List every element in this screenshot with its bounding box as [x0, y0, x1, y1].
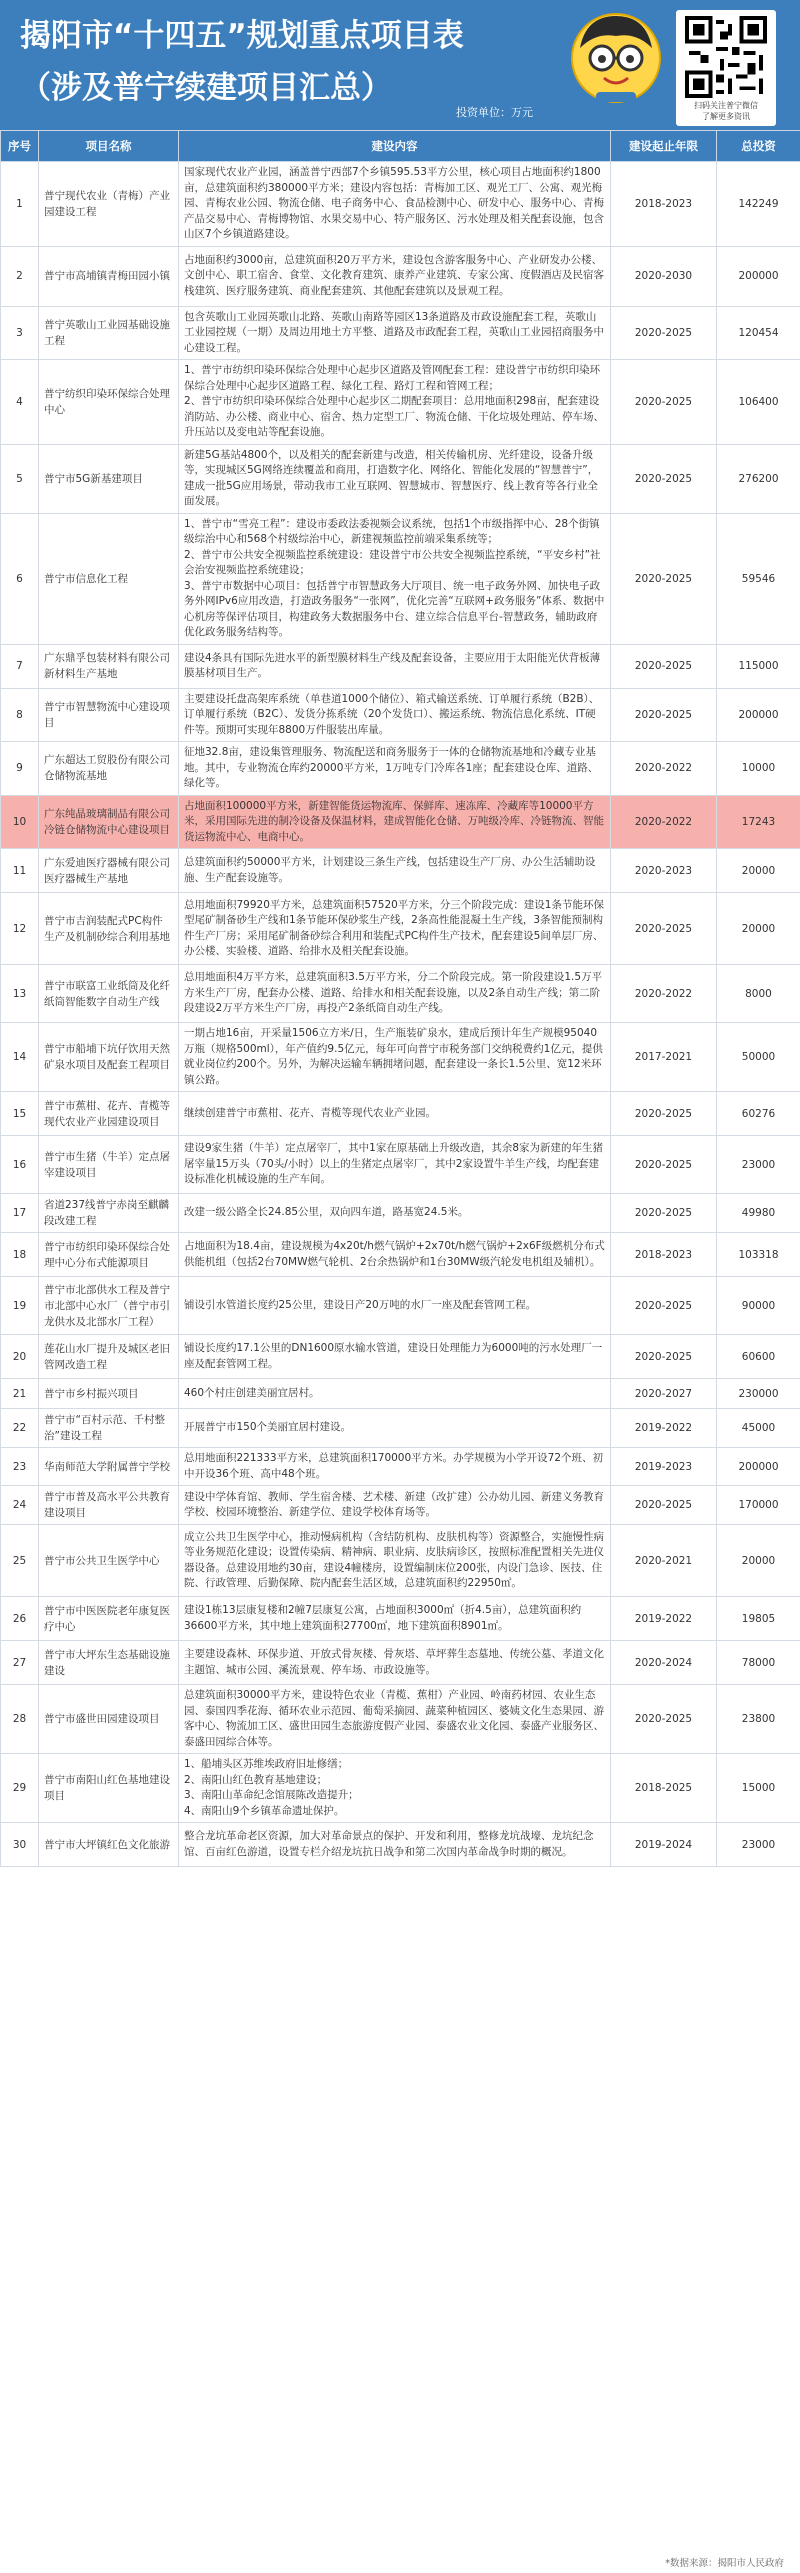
- project-investment: 142249: [717, 162, 800, 247]
- table-row: [1, 1233, 800, 1277]
- table-row: [1, 1335, 800, 1379]
- project-content: 占地面积为18.4亩，建设规模为4x20t/h燃气锅炉+2x70t/h燃气锅炉+2x6F级燃机分布式供能机组（包括2台70MW燃气轮机、2台余热锅炉和1台30MW级汽轮发电机组及辅机）。: [179, 1233, 611, 1277]
- project-content: 改建一级公路全长24.85公里，双向四车道，路基宽24.5米。: [179, 1194, 611, 1233]
- table-row: [1, 444, 800, 513]
- project-table: [0, 130, 800, 1867]
- table-row: [1, 1486, 800, 1525]
- project-investment: 23000: [717, 1136, 800, 1194]
- table-row: [1, 162, 800, 247]
- project-years: 2020-2021: [611, 1525, 717, 1597]
- project-years: 2020-2022: [611, 742, 717, 796]
- project-years: 2020-2025: [611, 360, 717, 445]
- project-name: 华南师范大学附属普宁学校: [39, 1448, 179, 1486]
- row-number: 24: [1, 1486, 39, 1525]
- table-row: [1, 1641, 800, 1685]
- row-number: 28: [1, 1685, 39, 1754]
- row-number: 10: [1, 795, 39, 849]
- project-investment: 200000: [717, 1448, 800, 1486]
- project-years: 2020-2025: [611, 1136, 717, 1194]
- project-name: 普宁市大坪东生态基础设施建设: [39, 1641, 179, 1685]
- page-title: 揭阳市“十四五”规划重点项目表: [20, 18, 464, 54]
- row-number: 16: [1, 1136, 39, 1194]
- project-investment: 103318: [717, 1233, 800, 1277]
- project-name: 广东纯晶玻璃制品有限公司冷链仓储物流中心建设项目: [39, 795, 179, 849]
- table-row: [1, 849, 800, 893]
- project-years: 2020-2025: [611, 1486, 717, 1525]
- row-number: 3: [1, 306, 39, 360]
- project-name: 普宁市蕉柑、花卉、青榄等现代农业产业园建设项目: [39, 1092, 179, 1136]
- row-number: 26: [1, 1597, 39, 1641]
- project-name: 普宁纺织印染环保综合处理中心: [39, 360, 179, 445]
- project-name: 普宁市南阳山红色基地建设项目: [39, 1754, 179, 1823]
- project-content: 成立公共卫生医学中心，推动慢病机构（含结防机构、皮肤机构等）资源整合，实施慢性病等业务规范化建设；设置传染病、精神病、职业病、皮肤病诊区，按照标准配置相关先进仪器设备。总建设用地约30亩，建设4幢楼房，设置编制床位200张，内设门急诊、医技、住院、行政管理、后勤保障、院内配套生活区域，总建筑面积约22950㎡。: [179, 1525, 611, 1597]
- project-investment: 276200: [717, 444, 800, 513]
- project-years: 2020-2022: [611, 965, 717, 1023]
- project-name: 普宁市吉润装配式PC构件生产及机制砂综合利用基地: [39, 893, 179, 965]
- project-investment: 17243: [717, 795, 800, 849]
- table-row: [1, 513, 800, 644]
- table-row: [1, 644, 800, 688]
- table-row: [1, 1379, 800, 1409]
- project-name: 普宁现代农业（青梅）产业园建设工程: [39, 162, 179, 247]
- project-content: 主要建设森林、环保步道、开放式骨灰楼、骨灰塔、草坪葬生态墓地、传统公墓、孝道文化主题馆、城市公园、溪流景观、停车场、市政设施等。: [179, 1641, 611, 1685]
- page-header: [0, 0, 800, 130]
- data-source-note: *数据来源：揭阳市人民政府: [665, 2558, 784, 2569]
- qr-code-panel[interactable]: [676, 10, 776, 126]
- investment-unit: 投资单位：万元: [456, 106, 533, 119]
- project-content: 主要建设托盘高架库系统（单巷道1000个储位）、箱式输送系统、订单履行系统（B2B）、订单履行系统（B2C）、发货分拣系统（20个发货口）、搬运系统、物流信息化系统、IT硬件等。预期可实现年8800万件服装出库量。: [179, 688, 611, 742]
- row-number: 23: [1, 1448, 39, 1486]
- table-row: [1, 795, 800, 849]
- project-years: 2020-2025: [611, 644, 717, 688]
- table-row: [1, 893, 800, 965]
- project-years: 2020-2024: [611, 1641, 717, 1685]
- project-content: 征地32.8亩，建设集管理服务、物流配送和商务服务于一体的仓储物流基地和冷藏专业基地。其中，专业物流仓库约20000平方米，1万吨专门冷库各1座；配套建设仓库、道路、绿化等。: [179, 742, 611, 796]
- row-number: 13: [1, 965, 39, 1023]
- row-number: 29: [1, 1754, 39, 1823]
- row-number: 7: [1, 644, 39, 688]
- project-years: 2020-2025: [611, 1092, 717, 1136]
- table-row: [1, 742, 800, 796]
- row-number: 2: [1, 246, 39, 306]
- project-years: 2020-2025: [611, 688, 717, 742]
- row-number: 12: [1, 893, 39, 965]
- row-number: 30: [1, 1823, 39, 1867]
- table-row: [1, 1448, 800, 1486]
- project-name: 广东超达工贸股份有限公司仓储物流基地: [39, 742, 179, 796]
- row-number: 14: [1, 1023, 39, 1092]
- table-row: [1, 1194, 800, 1233]
- project-investment: 50000: [717, 1023, 800, 1092]
- project-investment: 23800: [717, 1685, 800, 1754]
- table-row: [1, 360, 800, 445]
- project-years: 2019-2023: [611, 1448, 717, 1486]
- project-content: 国家现代农业产业园，涵盖普宁西部7个乡镇595.53平方公里，核心项目占地面积约1800亩，总建筑面积约380000平方米；建设内容包括：青梅加工区、观光工厂、公寓、观光梅园、青梅农业公园、物流仓储、电子商务中心、食品检测中心、研发中心、服务中心、青梅产品交易中心、青梅博物馆、水果交易中心、特产服务区、污水处理及相关配套设施，包含山区7个乡镇道路建设。: [179, 162, 611, 247]
- project-investment: 23000: [717, 1823, 800, 1867]
- project-content: 包含英歌山工业园英歌山北路、英歌山南路等园区13条道路及市政设施配套工程，英歌山工业园控规（一期）及周边用地土方平整、道路及市政配套工程，英歌山工业园招商服务中心建设工程。: [179, 306, 611, 360]
- row-number: 20: [1, 1335, 39, 1379]
- project-investment: 8000: [717, 965, 800, 1023]
- cartoon-avatar-icon: [566, 8, 666, 104]
- project-content: 铺设引水管道长度约25公里，建设日产20万吨的水厂一座及配套管网工程。: [179, 1277, 611, 1335]
- project-investment: 10000: [717, 742, 800, 796]
- project-name: 普宁市“百村示范、千村整治”建设工程: [39, 1409, 179, 1448]
- project-investment: 19805: [717, 1597, 800, 1641]
- table-row: [1, 1092, 800, 1136]
- project-years: 2020-2023: [611, 849, 717, 893]
- row-number: 19: [1, 1277, 39, 1335]
- project-name: 普宁市联富工业纸筒及化纤纸筒智能数字自动生产线: [39, 965, 179, 1023]
- table-row: [1, 1277, 800, 1335]
- project-years: 2020-2025: [611, 306, 717, 360]
- project-content: 铺设长度约17.1公里的DN1600原水输水管道，建设日处理能力为6000吨的污水处理厂一座及配套管网工程。: [179, 1335, 611, 1379]
- project-investment: 115000: [717, 644, 800, 688]
- project-content: 总用地面积4万平方米，总建筑面积3.5万平方米，分二个阶段完成。第一阶段建设1.5万平方米生产厂房，配套办公楼、道路、给排水和相关配套设施，以及2条自动生产线；第二阶段建设2万平方米生产厂房，再投产2条纸筒自动生产线。: [179, 965, 611, 1023]
- project-investment: 200000: [717, 688, 800, 742]
- project-name: 普宁市中医医院老年康复医疗中心: [39, 1597, 179, 1641]
- project-name: 普宁市信息化工程: [39, 513, 179, 644]
- project-name: 普宁市生猪（牛羊）定点屠宰建设项目: [39, 1136, 179, 1194]
- row-number: 22: [1, 1409, 39, 1448]
- col-header-years: 建设起止年限: [611, 131, 717, 162]
- project-years: 2019-2024: [611, 1823, 717, 1867]
- table-row: [1, 1754, 800, 1823]
- project-investment: 120454: [717, 306, 800, 360]
- project-content: 建设1栋13层康复楼和2幢7层康复公寓，占地面积3000㎡（折4.5亩），总建筑面积约36600平方米，其中地上建筑面积27700㎡，地下建筑面积8901㎡。: [179, 1597, 611, 1641]
- project-content: 460个村庄创建美丽宜居村。: [179, 1379, 611, 1409]
- project-name: 普宁市5G新基建项目: [39, 444, 179, 513]
- project-investment: 15000: [717, 1754, 800, 1823]
- row-number: 1: [1, 162, 39, 247]
- project-content: 总建筑面积约50000平方米，计划建设三条生产线，包括建设生产厂房、办公生活辅助设施、生产配套设施等。: [179, 849, 611, 893]
- qr-code-icon: [685, 16, 767, 98]
- project-content: 1、船埔头区苏维埃政府旧址修缮； 2、南阳山红色教育基地建设； 3、南阳山革命纪念馆展陈改造提升； 4、南阳山9个乡镇革命遗址保护。: [179, 1754, 611, 1823]
- project-name: 广东鼎孚包装材料有限公司新材料生产基地: [39, 644, 179, 688]
- project-years: 2020-2025: [611, 1685, 717, 1754]
- project-investment: 20000: [717, 849, 800, 893]
- row-number: 15: [1, 1092, 39, 1136]
- table-row: [1, 1409, 800, 1448]
- project-years: 2020-2025: [611, 1335, 717, 1379]
- project-content: 开展普宁市150个美丽宜居村建设。: [179, 1409, 611, 1448]
- project-investment: 45000: [717, 1409, 800, 1448]
- row-number: 25: [1, 1525, 39, 1597]
- col-header-name: 项目名称: [39, 131, 179, 162]
- project-investment: 90000: [717, 1277, 800, 1335]
- table-row: [1, 688, 800, 742]
- table-row: [1, 246, 800, 306]
- table-row: [1, 1597, 800, 1641]
- project-years: 2020-2027: [611, 1379, 717, 1409]
- table-header-row: [1, 131, 800, 162]
- project-years: 2020-2025: [611, 1277, 717, 1335]
- project-years: 2020-2025: [611, 1194, 717, 1233]
- project-years: 2019-2022: [611, 1409, 717, 1448]
- project-name: 普宁市公共卫生医学中心: [39, 1525, 179, 1597]
- project-investment: 49980: [717, 1194, 800, 1233]
- project-investment: 20000: [717, 893, 800, 965]
- project-name: 普宁市盛世田园建设项目: [39, 1685, 179, 1754]
- table-row: [1, 965, 800, 1023]
- project-investment: 60276: [717, 1092, 800, 1136]
- project-content: 新建5G基站4800个，以及相关的配套新建与改造，相关传输机房、光纤建设，设备升级等，实现城区5G网络连续覆盖和商用，打造数字化、网络化、智能化发展的“智慧普宁”，建成一批5G应用场景，带动我市工业互联网、智慧城市、智慧医疗、线上教育等各行业全面发展。: [179, 444, 611, 513]
- project-content: 总用地面积221333平方米，总建筑面积170000平方米。办学规模为小学开设72个班、初中开设36个班、高中48个班。: [179, 1448, 611, 1486]
- project-content: 总建筑面积30000平方米，建设特色农业（青榄、蕉柑）产业园、岭南药材园、农业生态园、泰国四季花海、循环农业示范园、葡萄采摘园、蔬菜种植园区、婆姨文化生态果园、游客中心、物流加工区、盛世田园生态旅游度假产业园、泰盛农业文化园、泰盛产业服务区、泰盛田园综合体等。: [179, 1685, 611, 1754]
- project-years: 2020-2030: [611, 246, 717, 306]
- project-investment: 78000: [717, 1641, 800, 1685]
- project-investment: 230000: [717, 1379, 800, 1409]
- project-years: 2018-2023: [611, 1233, 717, 1277]
- table-row: [1, 1823, 800, 1867]
- col-header-invest: 总投资: [717, 131, 800, 162]
- project-content: 总用地面积79920平方米，总建筑面积57520平方米，分三个阶段完成：建设1条节能环保型尾矿制备砂生产线和1条节能环保砂浆生产线，2条高性能混凝土生产线，3条智能预制构件生产厂房；采用尾矿制备砂综合利用和装配式PC构件生产技术，配套建设5间单层厂房、办公楼、实验楼、道路、给排水及相关配套设施。: [179, 893, 611, 965]
- project-investment: 106400: [717, 360, 800, 445]
- project-years: 2020-2022: [611, 795, 717, 849]
- project-name: 普宁市智慧物流中心建设项目: [39, 688, 179, 742]
- project-investment: 200000: [717, 246, 800, 306]
- table-row: [1, 1136, 800, 1194]
- row-number: 18: [1, 1233, 39, 1277]
- project-name: 普宁市北部供水工程及普宁市北部中心水厂（普宁市引龙供水及北部水厂工程）: [39, 1277, 179, 1335]
- project-content: 建设9家生猪（牛羊）定点屠宰厂，其中1家在原基础上升级改造，其余8家为新建的年生猪屠宰量15万头（70头/小时）以上的生猪定点屠宰厂，其中2家设置牛羊生产线，均配套建设标准化机械设施的生产车间。: [179, 1136, 611, 1194]
- table-row: [1, 1685, 800, 1754]
- col-header-content: 建设内容: [179, 131, 611, 162]
- project-content: 1、普宁市“雪亮工程”：建设市委政法委视频会议系统，包括1个市级指挥中心、28个街镇级综治中心和568个村级综治中心，新建视频监控前端采集系统等； 2、普宁市公共安全视频监控系统建设：建设普宁市公共安全视频监控系统，“平安乡村”社会治安视频监控系统建设； 3、普宁市数据中心项目：包括普宁市智慧政务大厅项目、统一电子政务外网、加快电子政务外网IPv6应用改造，打造政务服务“一张网”，优化完善“互联网+政务服务”体系、数据中心机房等保评估项目，构建政务大数据服务中台、建立综合信息平台-智慧政务，辅助政府优化政务服务结构等。: [179, 513, 611, 644]
- project-content: 占地面积100000平方米，新建智能货运物流库、保鲜库、速冻库、冷藏库等10000平方米，采用国际先进的制冷设备及保温材料，建成智能化仓储、万吨级冷库、冷链物流、智能货运物流中心、电商中心。: [179, 795, 611, 849]
- project-years: 2017-2021: [611, 1023, 717, 1092]
- project-name: 普宁市乡村振兴项目: [39, 1379, 179, 1409]
- project-content: 建设中学体育馆、教师、学生宿舍楼、艺术楼、新建（改扩建）公办幼儿园、新建义务教育学校、校园环境整治、新建学位、建设学校体育场等。: [179, 1486, 611, 1525]
- row-number: 8: [1, 688, 39, 742]
- project-name: 普宁市大坪镇红色文化旅游: [39, 1823, 179, 1867]
- qr-caption-1: 扫码关注普宁微信: [694, 101, 758, 110]
- table-row: [1, 1023, 800, 1092]
- project-content: 1、普宁市纺织印染环保综合处理中心起步区道路及管网配套工程：建设普宁市纺织印染环保综合处理中心起步区道路工程、绿化工程、路灯工程和管网工程； 2、普宁市纺织印染环保综合处理中心起步区二期配套项目：总用地面积298亩，配套建设消防站、办公楼、商业中心、宿舍、热力定型工厂、物流仓储、干化垃圾处理站、停车场、升压站以及变电站等配套设施。: [179, 360, 611, 445]
- project-content: 整合龙坑革命老区资源，加大对革命景点的保护、开发和利用，整修龙坑战壕、龙坑纪念馆、百亩红色游道，设置专栏介绍龙坑抗日战争和第二次国内革命战争时期的概况。: [179, 1823, 611, 1867]
- project-name: 普宁市纺织印染环保综合处理中心分布式能源项目: [39, 1233, 179, 1277]
- project-years: 2018-2025: [611, 1754, 717, 1823]
- project-name: 普宁英歌山工业园基础设施工程: [39, 306, 179, 360]
- table-body: [1, 162, 800, 1867]
- project-name: 广东爱迪医疗器械有限公司医疗器械生产基地: [39, 849, 179, 893]
- table-row: [1, 1525, 800, 1597]
- project-content: 占地面积约3000亩，总建筑面积20万平方米，建设包含游客服务中心、产业研发办公楼、文创中心、职工宿舍、食堂、文化教育建筑、康养产业建筑、专家公寓、度假酒店及民宿客栈建筑、医疗服务建筑、商业配套建筑、其他配套建筑以及景观工程。: [179, 246, 611, 306]
- row-number: 6: [1, 513, 39, 644]
- project-investment: 60600: [717, 1335, 800, 1379]
- row-number: 9: [1, 742, 39, 796]
- row-number: 27: [1, 1641, 39, 1685]
- project-years: 2020-2025: [611, 893, 717, 965]
- project-investment: 59546: [717, 513, 800, 644]
- project-years: 2019-2022: [611, 1597, 717, 1641]
- project-investment: 20000: [717, 1525, 800, 1597]
- project-years: 2020-2025: [611, 444, 717, 513]
- project-name: 普宁市高埔镇青梅田园小镇: [39, 246, 179, 306]
- project-years: 2020-2025: [611, 513, 717, 644]
- row-number: 4: [1, 360, 39, 445]
- qr-caption-2: 了解更多资讯: [702, 112, 750, 121]
- col-header-no: 序号: [1, 131, 39, 162]
- project-name: 省道237线普宁赤岗至麒麟段改建工程: [39, 1194, 179, 1233]
- project-years: 2018-2023: [611, 162, 717, 247]
- row-number: 5: [1, 444, 39, 513]
- project-name: 莲花山水厂提升及城区老旧管网改造工程: [39, 1335, 179, 1379]
- project-content: 一期占地16亩，开采量1506立方米/日，生产瓶装矿泉水，建成后预计年生产规模95040万瓶（规格500ml），年产值约9.5亿元，每年可向普宁市税务部门交纳税费约1亿元，提供就业岗位约200个。另外，为解决运输车辆拥堵问题，配套建设一条长1.5公里、宽12米环镇公路。: [179, 1023, 611, 1092]
- row-number: 17: [1, 1194, 39, 1233]
- row-number: 21: [1, 1379, 39, 1409]
- row-number: 11: [1, 849, 39, 893]
- page-subtitle: （涉及普宁续建项目汇总）: [20, 70, 392, 106]
- project-name: 普宁市船埔下坑仔饮用天然矿泉水项目及配套工程项目: [39, 1023, 179, 1092]
- project-content: 继续创建普宁市蕉柑、花卉、青榄等现代农业产业园。: [179, 1092, 611, 1136]
- project-content: 建设4条具有国际先进水平的新型膜材料生产线及配套设备，主要应用于太阳能光伏背板薄膜基材项目生产。: [179, 644, 611, 688]
- project-investment: 170000: [717, 1486, 800, 1525]
- table-row: [1, 306, 800, 360]
- project-name: 普宁市普及高水平公共教育建设项目: [39, 1486, 179, 1525]
